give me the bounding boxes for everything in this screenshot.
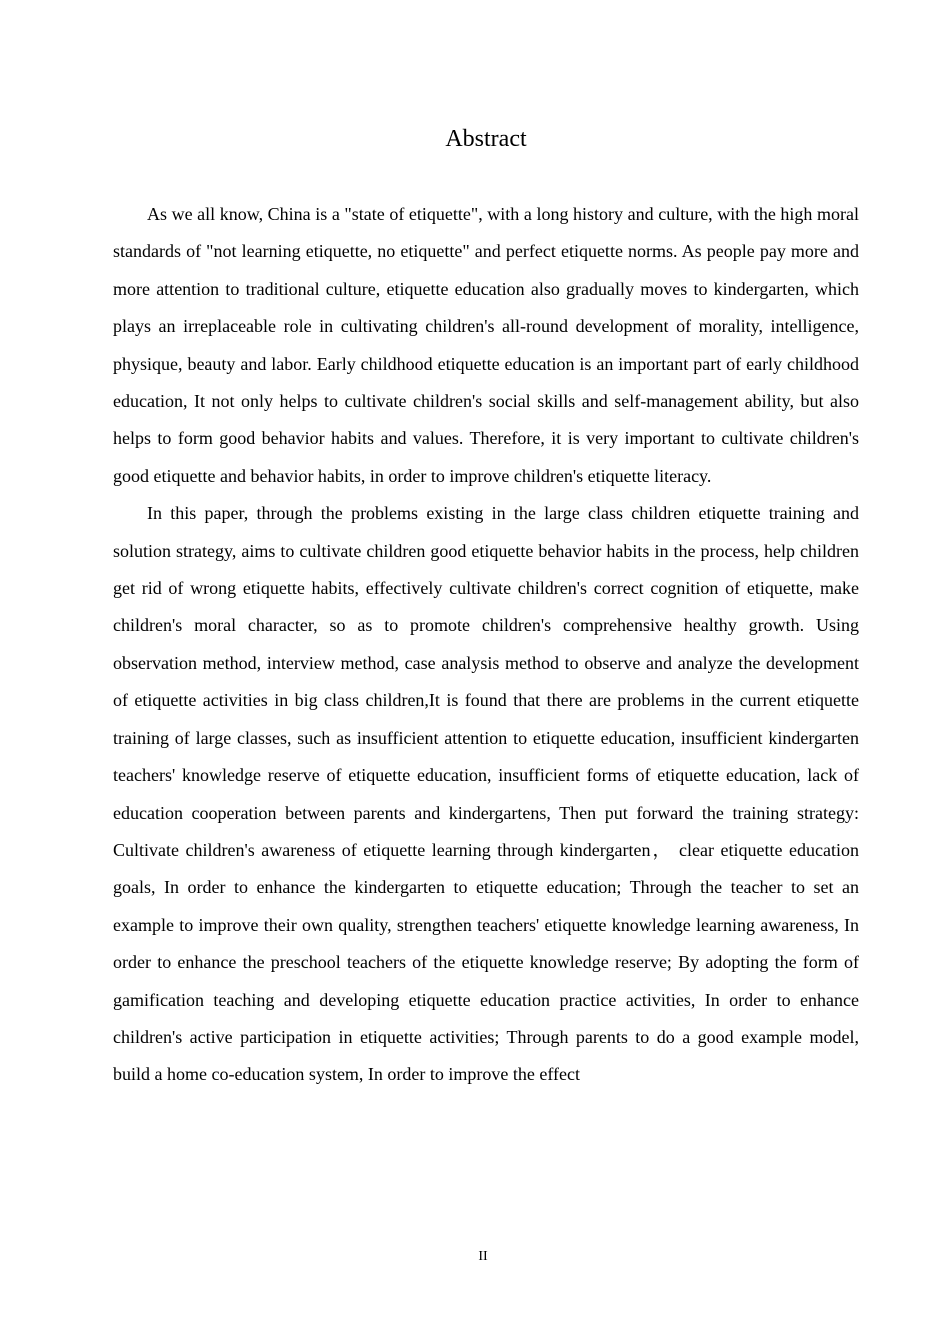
page-number: II	[478, 1249, 488, 1264]
abstract-paragraph-2: In this paper, through the problems existing in the large class children etiquette training and solution strategy, aims to cultivate children good etiquette behavior habits in the process, help children get rid of wrong etiquette habits, effectively cultivate children's correct cognition of etiquette, make children's moral character, so as to promote children's comprehensive healthy growth. Using observation method, interview method, case analysis method to observe and analyze the development of etiquette activities in big class children,It is found that there are problems in the current etiquette training of large classes, such as insufficient attention to etiquette education, insufficient kindergarten teachers' knowledge reserve of etiquette education, insufficient forms of etiquette education, lack of education cooperation between parents and kindergartens, Then put forward the training strategy: Cultivate children's awareness of etiquette learning through kindergarten， clear etiquette education goals, In order to enhance the kindergarten to etiquette education; Through the teacher to set an example to improve their own quality, strengthen teachers' etiquette knowledge learning awareness, In order to enhance the preschool teachers of the etiquette knowledge reserve; By adopting the form of gamification teaching and developing etiquette education practice activities, In order to enhance children's active participation in etiquette activities; Through parents to do a good example model, build a home co-education system, In order to improve the effect	[113, 503, 859, 1085]
page-title: Abstract	[445, 126, 527, 152]
abstract-body	[113, 196, 859, 1094]
abstract-paragraph-1: As we all know, China is a "state of etiquette", with a long history and culture, with the high moral standards of "not learning etiquette, no etiquette" and perfect etiquette norms. As people pay more and more attention to traditional culture, etiquette education also gradually moves to kindergarten, which plays an irreplaceable role in cultivating children's all-round development of morality, intelligence, physique, beauty and labor. Early childhood etiquette education is an important part of early childhood education, It not only helps to cultivate children's social skills and self-management ability, but also helps to form good behavior habits and values. Therefore, it is very important to cultivate children's good etiquette and behavior habits, in order to improve children's etiquette literacy.	[113, 204, 859, 486]
